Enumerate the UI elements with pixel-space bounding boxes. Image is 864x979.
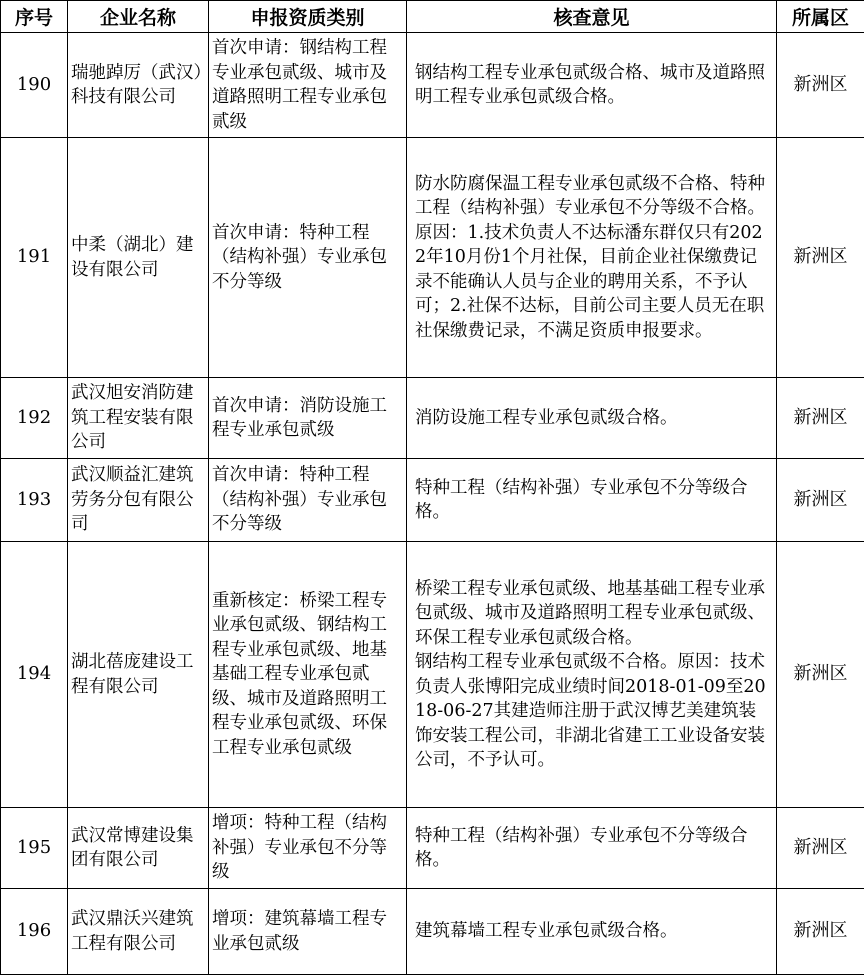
company-name: 瑞驰踔厉（武汉）科技有限公司 — [68, 33, 209, 138]
district: 新洲区 — [777, 138, 864, 378]
table-row — [1, 459, 864, 542]
review-opinion — [407, 33, 777, 138]
table-header — [1, 1, 864, 33]
district: 新洲区 — [777, 889, 864, 975]
opinion-paragraph: 桥梁工程专业承包贰级、地基基础工程专业承包贰级、城市及道路照明工程专业承包贰级、环保工程专业承包贰级合格。 — [415, 578, 765, 648]
header-district: 所属区 — [777, 1, 864, 33]
company-name: 武汉常博建设集团有限公司 — [68, 808, 209, 889]
table-row — [1, 138, 864, 378]
opinion-paragraph: 消防设施工程专业承包贰级合格。 — [415, 407, 678, 428]
row-number: 196 — [1, 889, 68, 975]
district: 新洲区 — [777, 378, 864, 459]
qualification-category: 增项：特种工程（结构补强）专业承包不分等级 — [209, 808, 407, 889]
qualification-category: 增项：建筑幕墙工程专业承包贰级 — [209, 889, 407, 975]
header-row — [1, 1, 864, 33]
opinion-paragraph: 钢结构工程专业承包贰级合格、城市及道路照明工程专业承包贰级合格。 — [415, 62, 765, 107]
row-number: 191 — [1, 138, 68, 378]
district: 新洲区 — [777, 808, 864, 889]
table-body — [1, 33, 864, 975]
header-opinion: 核查意见 — [407, 1, 777, 33]
district: 新洲区 — [777, 542, 864, 808]
opinion-paragraph: 防水防腐保温工程专业承包贰级不合格、特种工程（结构补强）专业承包不分等级不合格。原因：1.技术负责人不达标潘东群仅只有2022年10月份1个月社保，目前企业社保缴费记录不能确认人员与企业的聘用关系，不予认可；2.社保不达标，目前公司主要人员无在职社保缴费记录，不满足资质申报要求。 — [415, 173, 765, 341]
opinion-paragraph: 钢结构工程专业承包贰级不合格。原因：技术负责人张博阳完成业绩时间2018-01-09至2018-06-27其建造师注册于武汉博艺美建筑装饰安装工程公司，非湖北省建工工业设备安装公司，不予认可。 — [415, 652, 766, 770]
company-name: 武汉旭安消防建筑工程安装有限公司 — [68, 378, 209, 459]
header-number: 序号 — [1, 1, 68, 33]
company-name: 武汉顺益汇建筑劳务分包有限公司 — [68, 459, 209, 542]
qualification-category: 首次申请：钢结构工程专业承包贰级、城市及道路照明工程专业承包贰级 — [209, 33, 407, 138]
qualification-category: 重新核定：桥梁工程专业承包贰级、钢结构工程专业承包贰级、地基基础工程专业承包贰级、城市及道路照明工程专业承包贰级、环保工程专业承包贰级 — [209, 542, 407, 808]
company-name: 武汉鼎沃兴建筑工程有限公司 — [68, 889, 209, 975]
review-opinion — [407, 542, 777, 808]
table-row — [1, 808, 864, 889]
opinion-paragraph: 特种工程（结构补强）专业承包不分等级合格。 — [415, 477, 748, 522]
table-row — [1, 542, 864, 808]
row-number: 194 — [1, 542, 68, 808]
district: 新洲区 — [777, 33, 864, 138]
row-number: 195 — [1, 808, 68, 889]
row-number: 193 — [1, 459, 68, 542]
review-opinion — [407, 808, 777, 889]
qualification-category: 首次申请：特种工程（结构补强）专业承包不分等级 — [209, 459, 407, 542]
qualification-category: 首次申请：消防设施工程专业承包贰级 — [209, 378, 407, 459]
qualification-category: 首次申请：特种工程（结构补强）专业承包不分等级 — [209, 138, 407, 378]
row-number: 192 — [1, 378, 68, 459]
opinion-paragraph: 建筑幕墙工程专业承包贰级合格。 — [415, 921, 678, 942]
table-row — [1, 378, 864, 459]
header-company: 企业名称 — [68, 1, 209, 33]
review-opinion — [407, 889, 777, 975]
opinion-paragraph: 特种工程（结构补强）专业承包不分等级合格。 — [415, 825, 748, 870]
company-name: 中柔（湖北）建设有限公司 — [68, 138, 209, 378]
review-opinion — [407, 459, 777, 542]
row-number: 190 — [1, 33, 68, 138]
district: 新洲区 — [777, 459, 864, 542]
table-row — [1, 33, 864, 138]
company-name: 湖北蓓庞建设工程有限公司 — [68, 542, 209, 808]
table-row — [1, 889, 864, 975]
review-opinion — [407, 138, 777, 378]
review-opinion — [407, 378, 777, 459]
header-category: 申报资质类别 — [209, 1, 407, 33]
